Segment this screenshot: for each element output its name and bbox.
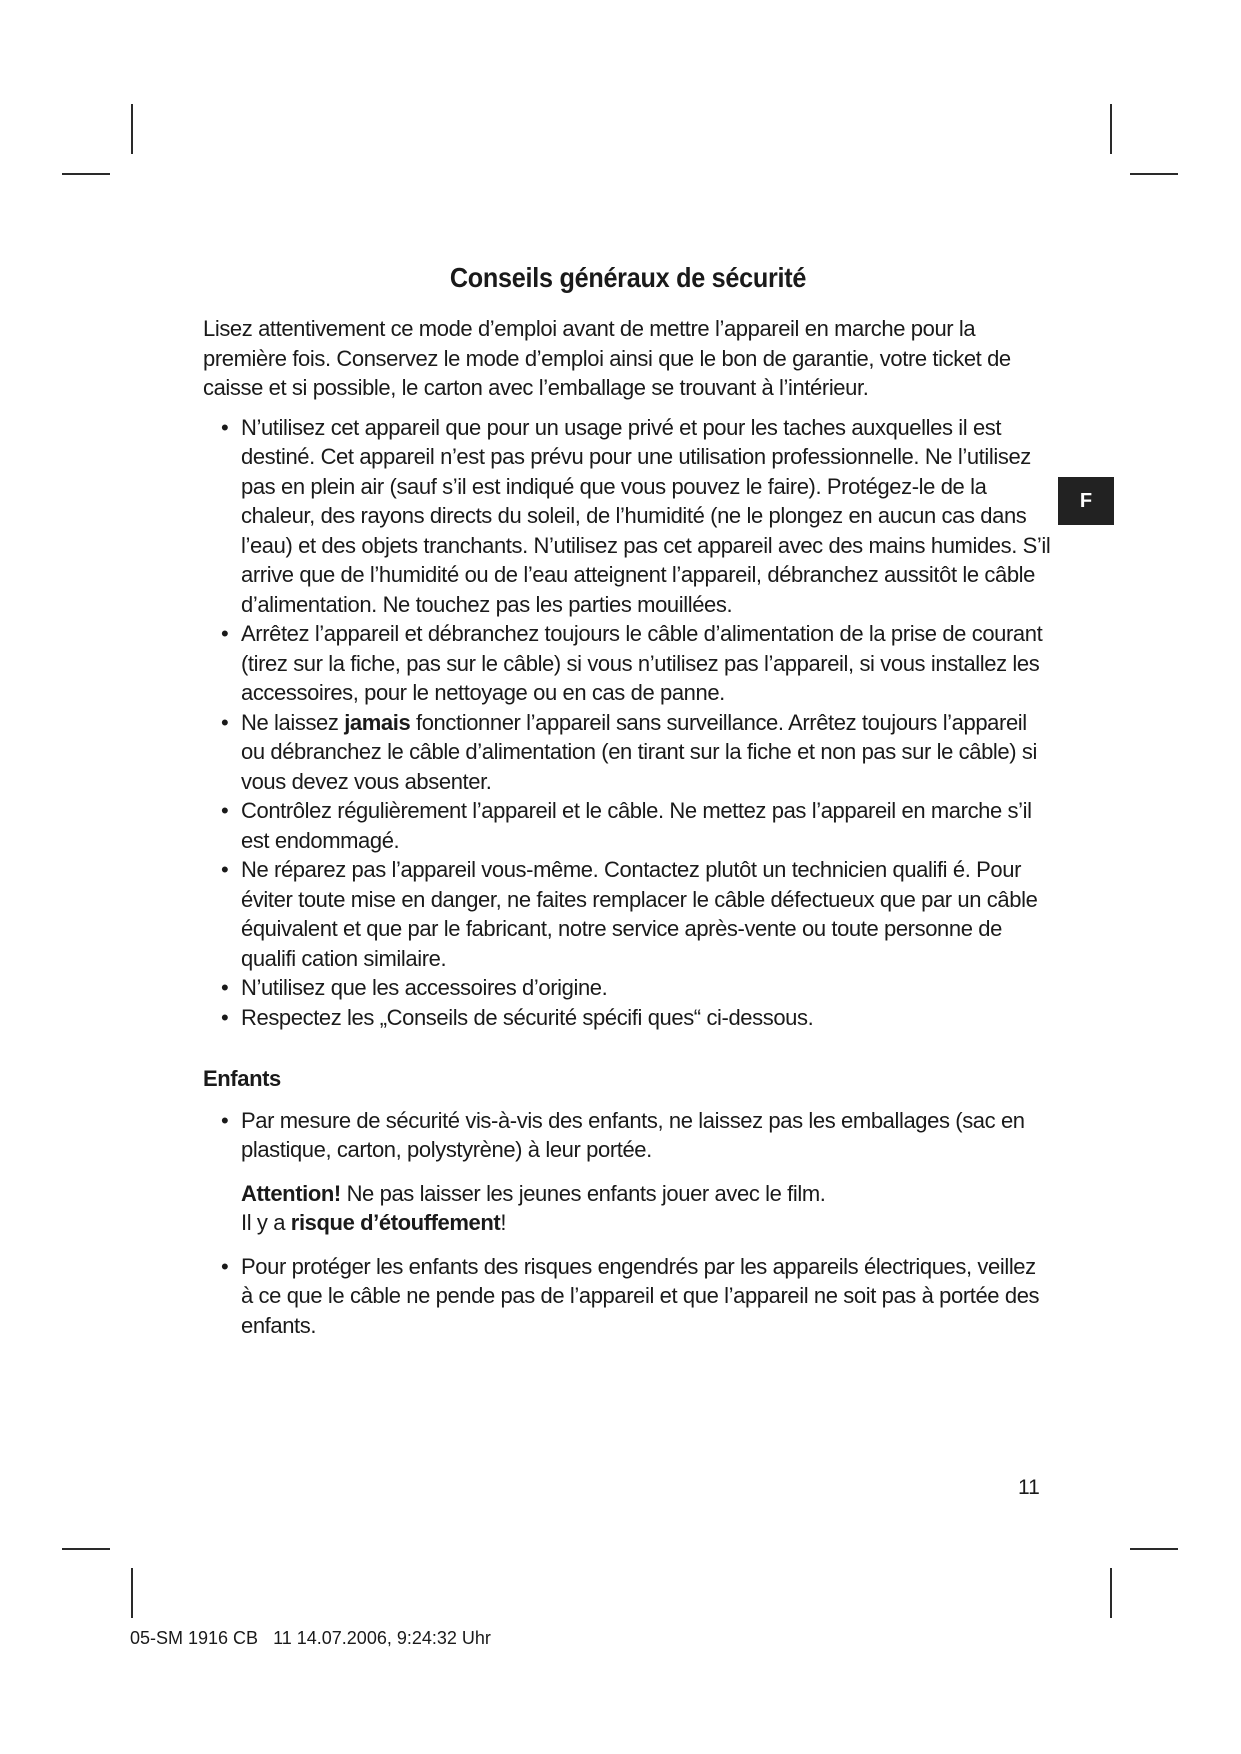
bullet-marker: • [221,621,229,646]
list-item [203,973,1053,1003]
attention-label: Attention! [241,1180,341,1206]
list-item [203,796,1053,855]
crop-mark [62,1548,110,1550]
list-item [203,855,1053,973]
crop-mark [1130,173,1178,175]
list-item-text: Contrôlez régulièrement l’appareil et le câble. Ne mettez pas l’appareil en marche s’il est endommagé. [241,798,1032,853]
emphasis-jamais: jamais [344,709,411,735]
crop-mark [62,173,110,175]
attention-text: Ne pas laisser les jeunes enfants jouer avec le film. [340,1180,826,1206]
bullet-marker: • [221,798,229,823]
crop-mark [1110,104,1112,154]
risk-emphasis: risque d’étouffement [290,1210,501,1235]
safety-list [203,413,1053,1033]
list-item-text: Arrêtez l’appareil et débranchez toujours le câble d’alimentation de la prise de courant (tirez sur la fiche, pas sur le câble) si vous n’utilisez pas l’appareil, si vous installez les accessoires, pour le nettoyage ou en cas de panne. [241,621,1043,705]
list-item-text: Respectez les „Conseils de sécurité spécifi ques“ ci-dessous. [241,1004,814,1030]
list-item-text: N’utilisez que les accessoires d’origine. [241,975,608,1000]
bullet-marker: • [221,414,229,440]
attention-note [203,1179,1053,1238]
risk-text: Il y a [241,1210,291,1235]
list-item-text: fonctionner l’appareil sans surveillance. Arrêtez toujours l’appareil ou débranchez le câble d’alimentation (en tirant sur la fiche et non pas sur le câble) si vous devez vous absenter. [241,709,1037,794]
bullet-marker: • [221,709,229,735]
print-footer: 05-SM 1916 CB 11 14.07.2006, 9:24:32 Uhr [130,1628,491,1648]
bullet-marker: • [221,857,229,882]
list-item-text: Ne réparez pas l’appareil vous-même. Contactez plutôt un technicien qualifi é. Pour éviter toute mise en danger, ne faites remplacer le câble défectueux que par un câble équivalent et que par le fabricant, notre service après-vente ou toute personne de qualifi cation similaire. [241,857,1038,971]
page-number: 11 [1018,1476,1040,1499]
intro-paragraph: Lisez attentivement ce mode d’emploi avant de mettre l’appareil en marche pour la première fois. Conservez le mode d’emploi ainsi que le bon de garantie, votre ticket de caisse et si possible, le carton avec l’emballage se trouvant à l’intérieur. [203,316,1011,400]
list-item-text: Par mesure de sécurité vis-à-vis des enfants, ne laissez pas les emballages (sac en plastique, carton, polystyrène) à leur portée. [241,1107,1025,1162]
list-item [203,413,1053,620]
crop-mark [1130,1548,1178,1550]
list-item [203,619,1053,708]
bullet-marker: • [221,1004,229,1030]
crop-mark [131,1568,133,1618]
list-item-text: Pour protéger les enfants des risques engendrés par les appareils électriques, veillez à ce que le câble ne pende pas de l’appareil et que l’appareil ne soit pas à portée des enfants. [241,1253,1040,1338]
list-item-text: N’utilisez cet appareil que pour un usage privé et pour les taches auxquelles il est destiné. Cet appareil n’est pas prévu pour une utilisation professionnelle. Ne l’utilisez pas en plein air (sauf s’il est indiqué que vous pouvez le faire). Protégez-le de la chaleur, des rayons directs du soleil, de l’humidité (ne le plongez en aucun cas dans l’eau) et des objets tranchants. N’utilisez pas cet appareil avec des mains humides. S’il arrive que de l’humidité ou de l’eau atteignent l’appareil, débranchez aussitôt le câble d’alimentation. Ne touchez pas les parties mouillées. [241,414,1051,617]
bullet-marker: • [221,1253,229,1279]
page-title: Conseils généraux de sécurité [449,262,807,293]
list-item [203,1252,1053,1341]
list-item [203,708,1053,797]
risk-text-end: ! [500,1210,507,1235]
crop-mark [131,104,133,154]
list-item-text: Ne laissez [241,709,345,735]
page-content [203,262,1053,1340]
list-item [203,1106,1053,1165]
children-list [203,1106,1053,1165]
bullet-marker: • [221,975,229,1000]
crop-mark [1110,1568,1112,1618]
language-tab: F [1058,477,1114,525]
section-heading-children: Enfants [203,1066,281,1091]
children-list-2 [203,1252,1053,1341]
bullet-marker: • [221,1107,229,1133]
list-item [203,1003,1053,1033]
